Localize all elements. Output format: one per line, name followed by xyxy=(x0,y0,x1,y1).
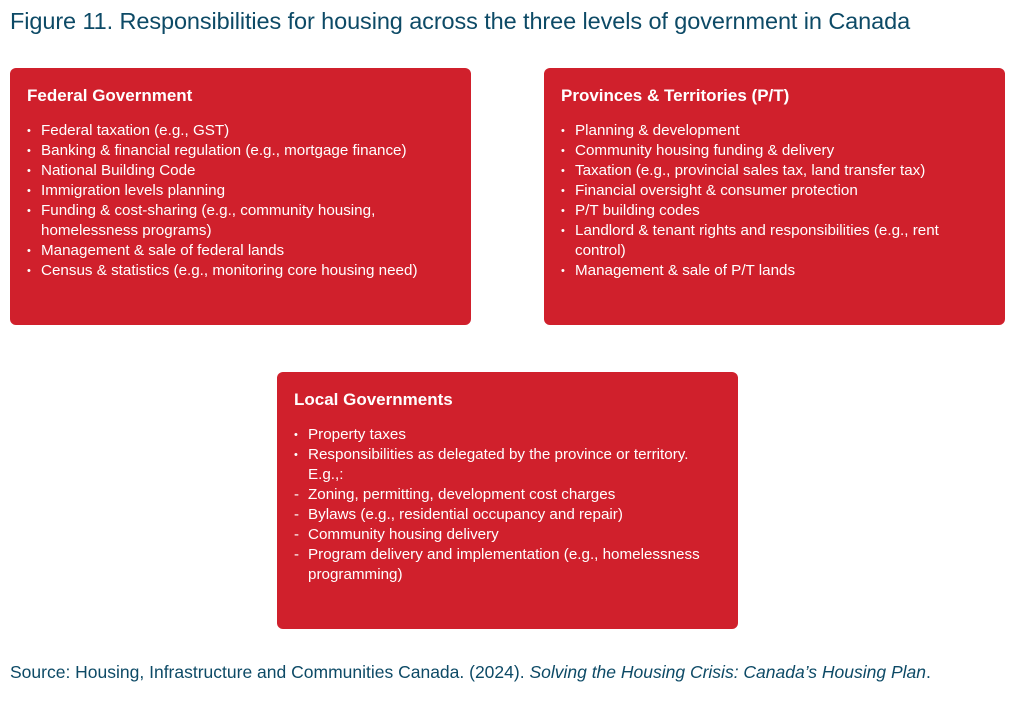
sub-list-item: - Program delivery and implementation (e.g., homelessness programming) xyxy=(294,545,726,585)
sub-list-item: - Community housing delivery xyxy=(294,525,726,545)
list-item: • Management & sale of P/T lands xyxy=(561,261,993,281)
federal-government-heading: Federal Government xyxy=(27,86,193,105)
source-prefix: Source: Housing, Infrastructure and Communities Canada. (2024). xyxy=(10,662,530,682)
source-italic-title: Solving the Housing Crisis: Canada’s Housing Plan xyxy=(529,662,926,682)
federal-government-box xyxy=(10,68,471,325)
list-item: • Funding & cost-sharing (e.g., community housing, homelessness programs) xyxy=(27,201,459,241)
list-item: • P/T building codes xyxy=(561,201,993,221)
source-citation xyxy=(10,660,1010,684)
sub-list-item: - Zoning, permitting, development cost charges xyxy=(294,485,726,505)
list-item: • Responsibilities as delegated by the province or territory. E.g.,: xyxy=(294,445,726,485)
local-governments-heading: Local Governments xyxy=(294,390,453,409)
list-item: • Federal taxation (e.g., GST) xyxy=(27,121,459,141)
list-item: • Banking & financial regulation (e.g., mortgage finance) xyxy=(27,141,459,161)
local-responsibilities-list xyxy=(294,425,726,585)
list-item: • National Building Code xyxy=(27,161,459,181)
local-governments-box xyxy=(277,372,738,629)
pt-responsibilities-list xyxy=(561,121,993,281)
list-item: • Financial oversight & consumer protection xyxy=(561,181,993,201)
list-item: • Taxation (e.g., provincial sales tax, land transfer tax) xyxy=(561,161,993,181)
list-item: • Property taxes xyxy=(294,425,726,445)
list-item: • Census & statistics (e.g., monitoring core housing need) xyxy=(27,261,459,281)
provinces-territories-box xyxy=(544,68,1005,325)
sub-list-container xyxy=(294,485,726,585)
list-item: • Landlord & tenant rights and responsibilities (e.g., rent control) xyxy=(561,221,993,261)
federal-responsibilities-list xyxy=(27,121,459,281)
sub-list-item: - Bylaws (e.g., residential occupancy and repair) xyxy=(294,505,726,525)
list-item: • Management & sale of federal lands xyxy=(27,241,459,261)
list-item: • Immigration levels planning xyxy=(27,181,459,201)
delegated-responsibilities-sublist xyxy=(294,485,726,585)
source-suffix: . xyxy=(926,662,931,682)
figure-title: Figure 11. Responsibilities for housing across the three levels of government in Canada xyxy=(10,8,911,34)
list-item: • Community housing funding & delivery xyxy=(561,141,993,161)
list-item: • Planning & development xyxy=(561,121,993,141)
provinces-territories-heading: Provinces & Territories (P/T) xyxy=(561,86,790,105)
